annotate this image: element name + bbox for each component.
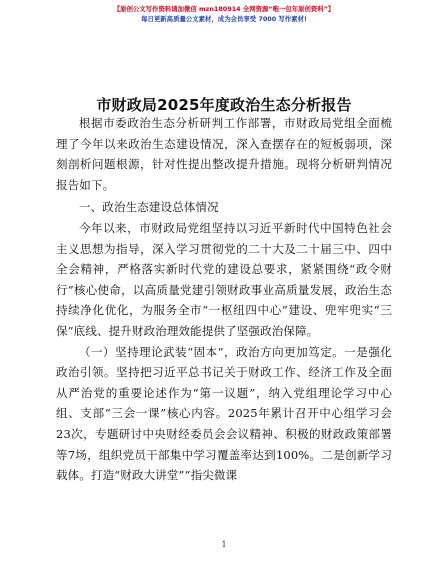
document-body (56, 113, 392, 486)
document-title: 市财政局2025年度政治生态分析报告 (96, 96, 352, 114)
intro-paragraph: 根据市委政治生态分析研判工作部署，市财政局党组全面梳理了今年以来政治生态建设情况，深入查摆存在的短板弱项，深刻剖析问题根源，针对性提出整改提升措施。现将分析研判情况报告如下。 (56, 116, 392, 192)
page-number: 1 (221, 540, 227, 549)
section-heading: 一、政治生态建设总体情况 (79, 200, 219, 215)
banner-line-2: 每日更新高质量公文素材，成为会员享受 7000 写作素材! (141, 15, 307, 23)
body-paragraph: 今年以来，市财政局党组坚持以习近平新时代中国特色社会主义思想为指导，深入学习贯彻党的二十大及二十届三中、四中全会精神，严格落实新时代党的建设总要求，紧紧围绕“政令财行”核心使命，以高质量党建引领财政事业高质量发展，政治生态持续净化优化，为服务全市“一枢纽四中心”建设、兜牢兜实“三保”底线、提升财政治理效能提供了坚强政治保障。 (56, 220, 392, 338)
header-banner (0, 4, 448, 24)
body-paragraph: （一）坚持理论武装“固本”，政治方向更加笃定。一是强化政治引领。坚持把习近平总书记关于财政工作、经济工作及全面从严治党的重要论述作为“第一议题”，纳入党组理论学习中心组、支部“三会一课”核心内容。2025年累计召开中心组学习会23次，专题研讨中央财经委员会会议精神、积极的财政政策部署等7场，组织党员干部集中学习覆盖率达到100%。二是创新学习载体。打造“财政大讲堂”“指尖微课 (56, 344, 392, 483)
banner-line-1: 【原创公文写作资料请加微信 mzn180914 全网资源“唯一包年原创资料”】 (113, 5, 335, 13)
